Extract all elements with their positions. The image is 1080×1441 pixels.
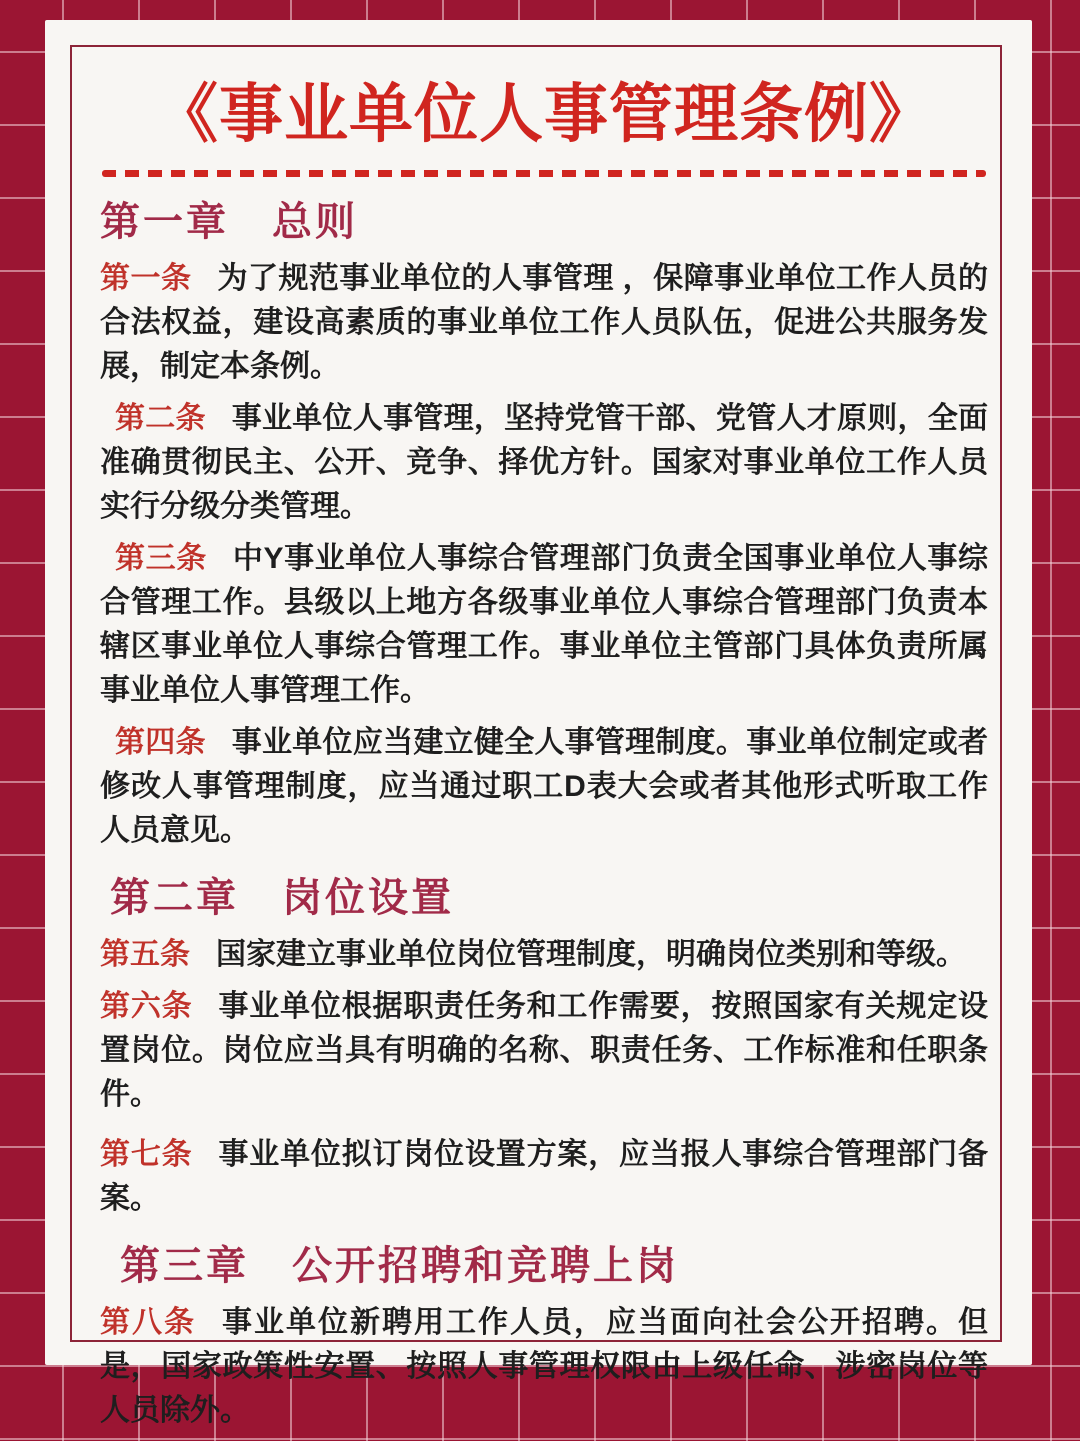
article-text: 国家建立事业单位岗位管理制度，明确岗位类别和等级。 [216,938,966,971]
article-text: 事业单位人事管理，坚持党管干部、党管人才原则，全面准确贯彻民主、公开、竞争、择优方针。国家对事业单位工作人员实行分级分类管理。 [100,402,989,523]
article-paragraph [100,933,988,977]
article-paragraph [100,537,988,713]
article-text: 中Y事业单位人事综合管理部门负责全国事业单位人事综合管理工作。县级以上地方各级事业单位人事综合管理部门负责本辖区事业单位人事综合管理工作。事业单位主管部门具体负责所属事业单位人事管理工作。 [100,542,988,707]
chapter-3-open-recruitment [100,1241,988,1433]
chapter-2-post-setup [100,873,988,1221]
chapter-heading: 第二章 岗位设置 [110,876,454,920]
chapter-heading: 第三章 公开招聘和竞聘上岗 [120,1244,679,1288]
article-text: 事业单位应当建立健全人事管理制度。事业单位制定或者修改人事管理制度，应当通过职工D表大会或者其他形式听取工作人员意见。 [100,726,989,847]
page-title: 《事业单位人事管理条例》 [154,78,934,150]
article-number: 第二条 [115,402,206,435]
article-number: 第三条 [115,542,207,575]
article-number: 第五条 [100,938,190,971]
article-number: 第六条 [100,990,193,1023]
chapter-1-general-rules [100,197,988,853]
article-paragraph [100,1301,988,1433]
article-paragraph [100,1133,988,1221]
article-number: 第七条 [100,1138,193,1171]
article-text: 事业单位新聘用工作人员，应当面向社会公开招聘。但是，国家政策性安置、按照人事管理权限由上级任命、涉密岗位等人员除外。 [100,1306,988,1427]
article-number: 第八条 [100,1306,196,1339]
document-card [45,20,1032,1427]
article-text: 事业单位根据职责任务和工作需要，按照国家有关规定设置岗位。岗位应当具有明确的名称、职责任务、工作标准和任职条件。 [100,990,989,1111]
dashed-divider [102,170,986,177]
article-paragraph [100,985,988,1117]
article-number: 第一条 [100,262,192,295]
article-text: 事业单位拟订岗位设置方案，应当报人事综合管理部门备案。 [100,1138,989,1215]
article-number: 第四条 [115,726,206,759]
chapter-heading: 第一章 总则 [100,200,358,244]
article-paragraph [100,721,988,853]
article-paragraph [100,397,988,529]
document-content [100,72,988,1441]
article-paragraph [100,257,988,389]
article-text: 为了规范事业单位的人事管理 ，保障事业单位工作人员的合法权益，建设高素质的事业单位工作人员队伍，促进公共服务发展，制定本条例。 [100,262,988,383]
